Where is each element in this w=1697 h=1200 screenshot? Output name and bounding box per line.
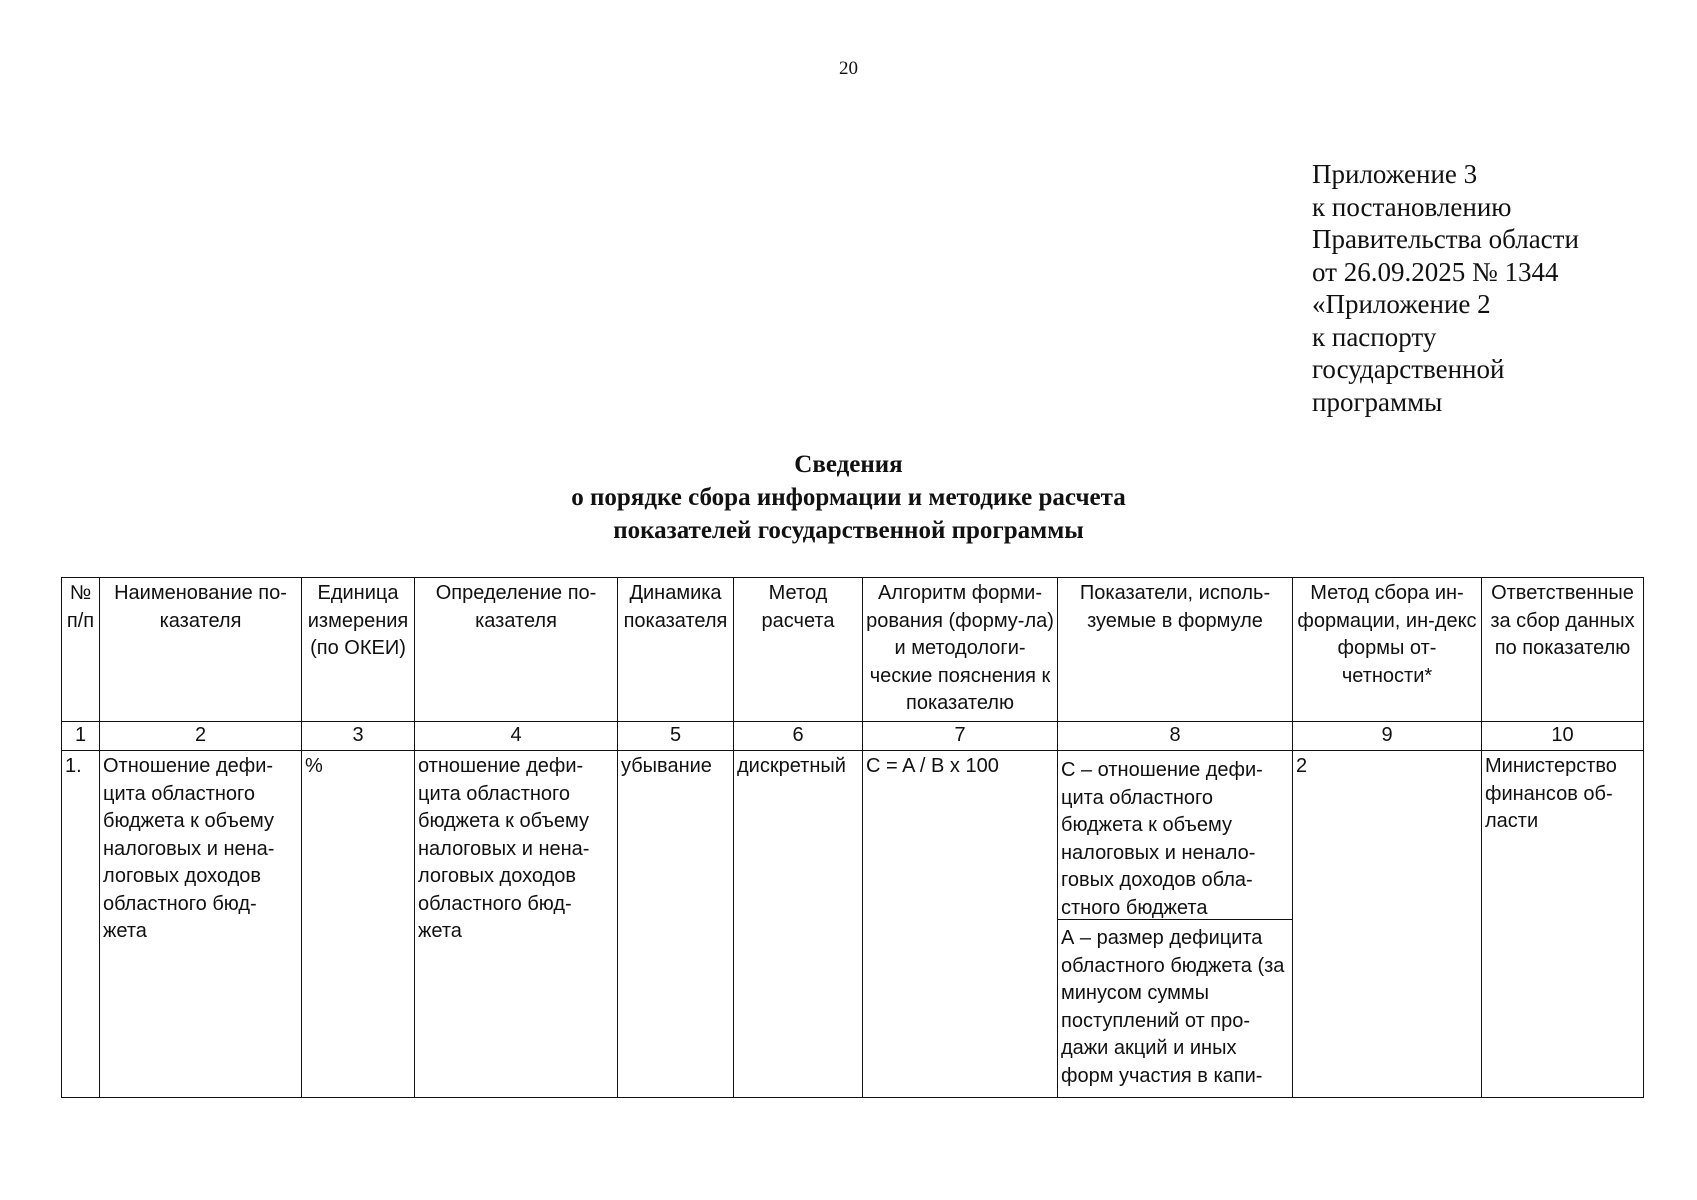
formula-indicator-a (1058, 920, 1292, 1097)
column-number: 8 (1058, 722, 1293, 751)
page-number: 20 (839, 58, 858, 79)
title-line: о порядке сбора информации и методике расчета (571, 484, 1126, 511)
formula-indicator-c-text: C – отношение дефи-цита областного бюджета к объему налоговых и ненало-говых доходов обла-стного бюджета (1061, 759, 1263, 919)
header-cell-indicators: Показатели, исполь-зуемые в формуле (1058, 578, 1293, 722)
header-cell-dynamics: Динамика показателя (618, 578, 734, 722)
column-number: 10 (1482, 722, 1644, 751)
appendix-line: государственной (1312, 354, 1505, 384)
formula-indicators-cell (1058, 751, 1293, 1098)
responsible-party: Министерство финансов об-ласти (1482, 751, 1644, 1098)
row-number: 1. (62, 751, 100, 1098)
appendix-line: Правительства области (1312, 224, 1579, 254)
header-row (62, 578, 1644, 722)
title-line: Сведения (794, 451, 903, 478)
title-line: показателей государственной программы (613, 517, 1084, 544)
appendix-line: Приложение 3 (1312, 159, 1478, 189)
table-row (62, 751, 1644, 1098)
calculation-method: дискретный (734, 751, 863, 1098)
column-number: 7 (863, 722, 1058, 751)
appendix-line: от 26.09.2025 № 1344 (1312, 256, 1559, 287)
header-cell-collection: Метод сбора ин-формации, ин-декс формы от-четности* (1293, 578, 1482, 722)
appendix-block (1312, 158, 1652, 418)
indicator-name: Отношение дефи-цита областного бюджета к объему налоговых и нена-логовых доходов областного бюд-жета (100, 751, 302, 1098)
column-number: 1 (62, 722, 100, 751)
appendix-line: «Приложение 2 (1312, 289, 1491, 319)
header-cell-algorithm: Алгоритм форми-рования (форму-ла) и методологи-ческие пояснения к показателю (863, 578, 1058, 722)
dynamics-value: убывание (618, 751, 734, 1098)
formula-indicator-c (1058, 751, 1292, 920)
column-number: 9 (1293, 722, 1482, 751)
formula-indicator-a-text: А – размер дефицита областного бюджета (за минусом суммы поступлений от про-дажи акций и иных форм участия в капи- (1061, 927, 1285, 1087)
header-cell-method: Метод расчета (734, 578, 863, 722)
appendix-line: к постановлению (1312, 191, 1512, 222)
indicators-table (61, 577, 1644, 1098)
collection-method: 2 (1293, 751, 1482, 1098)
header-cell-responsible: Ответственные за сбор данных по показателю (1482, 578, 1644, 722)
column-number: 4 (415, 722, 618, 751)
header-cell-definition: Определение по-казателя (415, 578, 618, 722)
header-cell-num: № п/п (62, 578, 100, 722)
header-cell-name: Наименование по-казателя (100, 578, 302, 722)
appendix-line: программы (1312, 386, 1443, 417)
header-cell-unit: Единица измерения (по ОКЕИ) (302, 578, 415, 722)
column-number: 3 (302, 722, 415, 751)
indicator-definition: отношение дефи-цита областного бюджета к объему налоговых и нена-логовых доходов областного бюд-жета (415, 751, 618, 1098)
appendix-line: к паспорту (1312, 321, 1437, 352)
document-title (0, 448, 1697, 547)
unit-value: % (302, 751, 415, 1098)
column-number: 6 (734, 722, 863, 751)
algorithm-formula: C = A / B x 100 (863, 751, 1058, 1098)
column-number: 5 (618, 722, 734, 751)
column-number: 2 (100, 722, 302, 751)
column-numbers-row (62, 722, 1644, 751)
